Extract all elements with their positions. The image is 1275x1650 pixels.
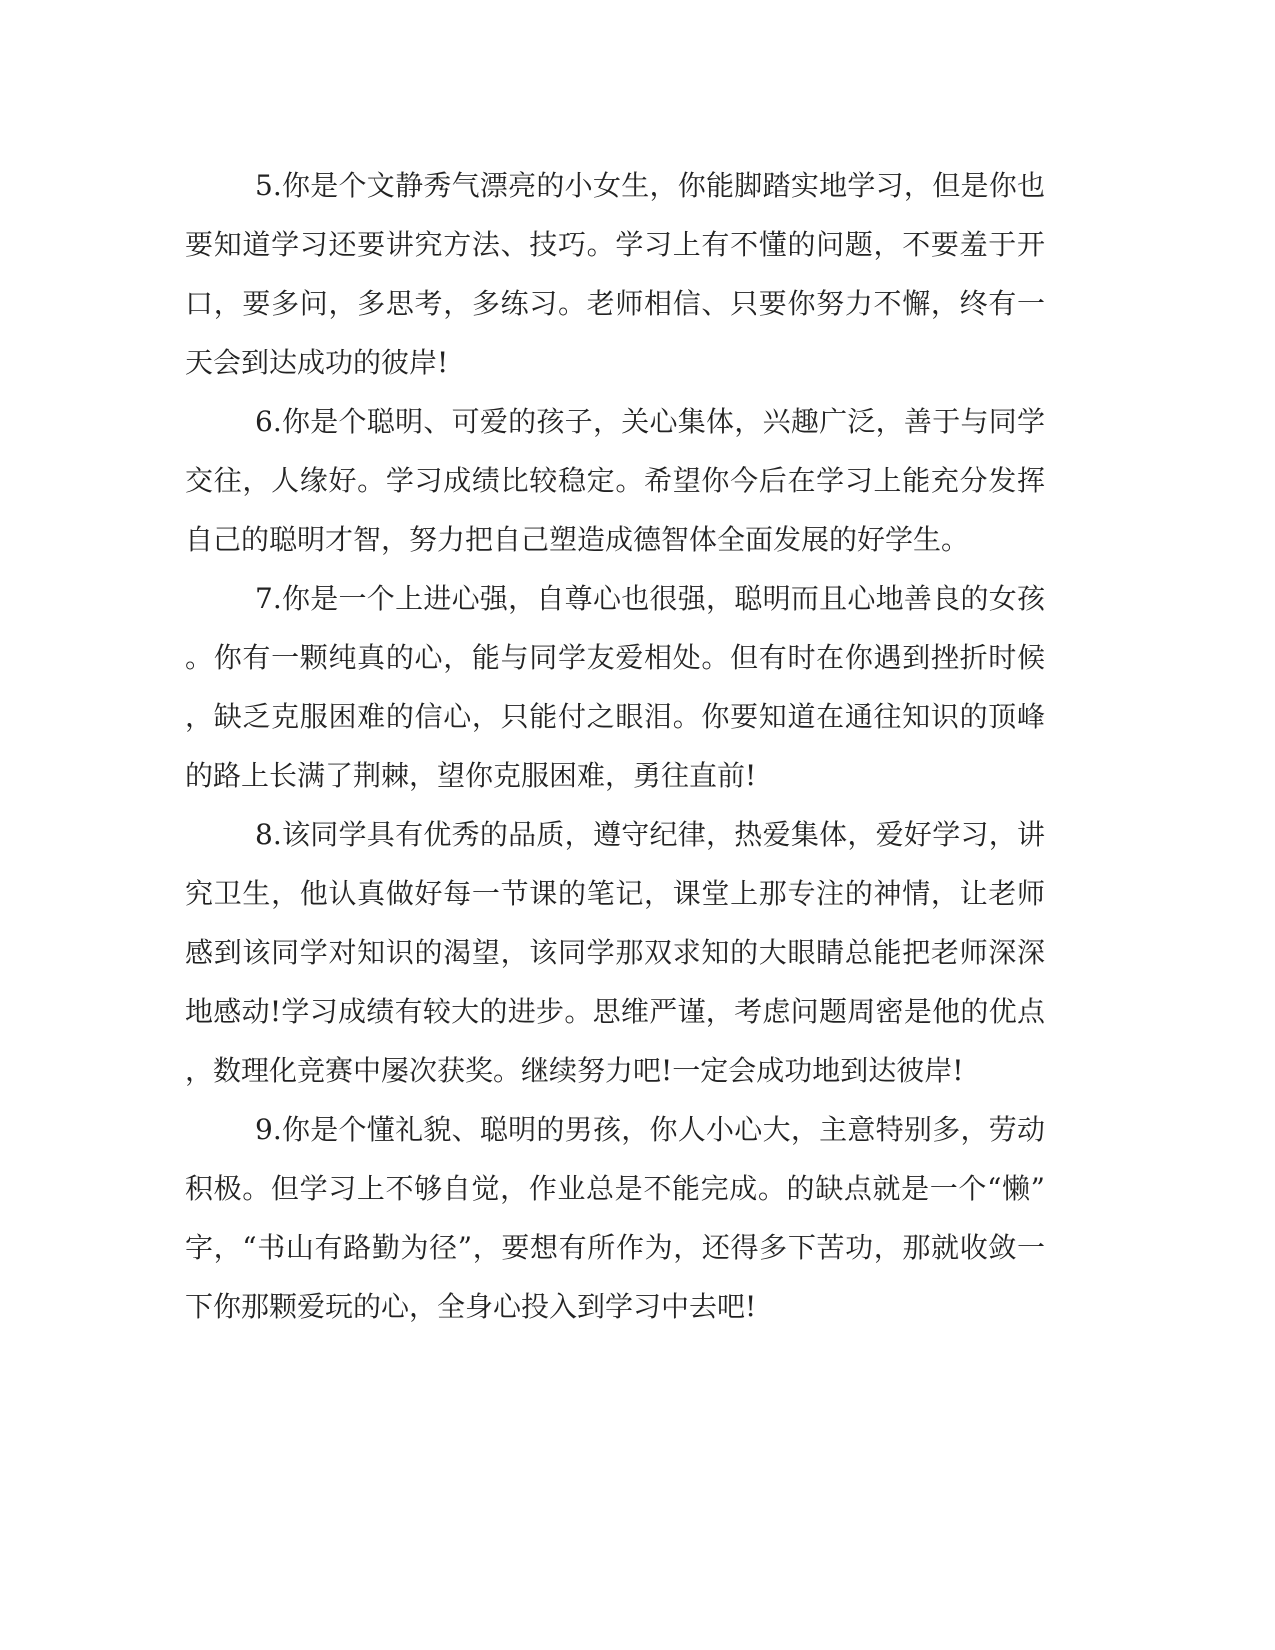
paragraph-line: 5.你是个文静秀气漂亮的小女生，你能脚踏实地学习，但是你也 bbox=[255, 169, 1045, 202]
document-body bbox=[185, 156, 1045, 1336]
paragraph-line: ，数理化竞赛中屡次获奖。继续努力吧!一定会成功地到达彼岸! bbox=[185, 1054, 964, 1087]
paragraph-line: 地感动!学习成绩有较大的进步。思维严谨，考虑问题周密是他的优点 bbox=[185, 995, 1045, 1028]
paragraph-9 bbox=[185, 1100, 1045, 1336]
paragraph-line: 要知道学习还要讲究方法、技巧。学习上有不懂的问题，不要羞于开 bbox=[185, 228, 1045, 261]
paragraph-line: 的路上长满了荆棘，望你克服困难，勇往直前! bbox=[185, 759, 757, 792]
paragraph-line: 究卫生，他认真做好每一节课的笔记，课堂上那专注的神情，让老师 bbox=[185, 877, 1045, 910]
paragraph-line: 交往，人缘好。学习成绩比较稳定。希望你今后在学习上能充分发挥 bbox=[185, 464, 1045, 497]
paragraph-line: 自己的聪明才智，努力把自己塑造成德智体全面发展的好学生。 bbox=[185, 523, 970, 556]
paragraph-line: 积极。但学习上不够自觉，作业总是不能完成。的缺点就是一个“懒” bbox=[185, 1172, 1045, 1205]
paragraph-line: 9.你是个懂礼貌、聪明的男孩，你人小心大，主意特别多，劳动 bbox=[255, 1113, 1045, 1146]
paragraph-line: 字，“书山有路勤为径”，要想有所作为，还得多下苦功，那就收敛一 bbox=[185, 1231, 1045, 1264]
paragraph-5 bbox=[185, 156, 1045, 392]
paragraph-6 bbox=[185, 392, 1045, 569]
paragraph-line: 6.你是个聪明、可爱的孩子，关心集体，兴趣广泛，善于与同学 bbox=[255, 405, 1045, 438]
paragraph-line: 下你那颗爱玩的心，全身心投入到学习中去吧! bbox=[185, 1290, 757, 1323]
paragraph-line: 7.你是一个上进心强，自尊心也很强，聪明而且心地善良的女孩 bbox=[255, 582, 1045, 615]
paragraph-7 bbox=[185, 569, 1045, 805]
paragraph-line: 感到该同学对知识的渴望，该同学那双求知的大眼睛总能把老师深深 bbox=[185, 936, 1045, 969]
paragraph-line: ，缺乏克服困难的信心，只能付之眼泪。你要知道在通往知识的顶峰 bbox=[185, 700, 1045, 733]
paragraph-line: 。你有一颗纯真的心，能与同学友爱相处。但有时在你遇到挫折时候 bbox=[185, 641, 1045, 674]
paragraph-8 bbox=[185, 805, 1045, 1100]
paragraph-line: 口，要多问，多思考，多练习。老师相信、只要你努力不懈，终有一 bbox=[185, 287, 1045, 320]
paragraph-line: 8.该同学具有优秀的品质，遵守纪律，热爱集体，爱好学习，讲 bbox=[255, 818, 1045, 851]
paragraph-line: 天会到达成功的彼岸! bbox=[185, 346, 449, 379]
